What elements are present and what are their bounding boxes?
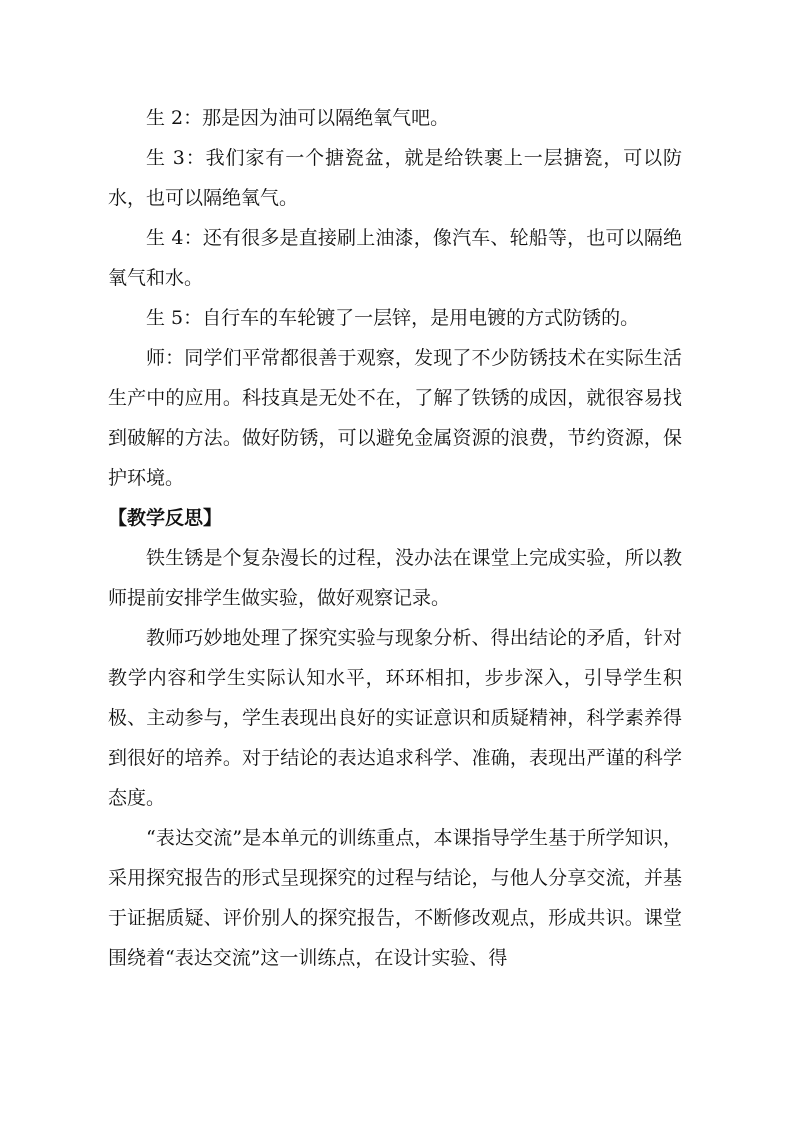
reflection-paragraph-2: 教师巧妙地处理了探究实验与现象分析、得出结论的矛盾，针对教学内容和学生实际认知水平，环环相扣，步步深入，引导学生积极、主动参与，学生表现出良好的实证意识和质疑精神，科学素养得到很好的培养。对于结论的表达追求科学、准确，表现出严谨的科学态度。 [108,627,682,809]
dialogue-student-3: 生 3：我们家有一个搪瓷盆，就是给铁裹上一层搪瓷，可以防水，也可以隔绝氧气。 [108,147,682,209]
dialogue-student-4: 生 4：还有很多是直接刷上油漆，像汽车、轮船等，也可以隔绝氧气和水。 [108,227,682,289]
dialogue-student-2: 生 2：那是因为油可以隔绝氧气吧。 [146,107,450,129]
reflection-paragraph-1: 铁生锈是个复杂漫长的过程，没办法在课堂上完成实验，所以教师提前安排学生做实验，做好观察记录。 [108,547,682,609]
reflection-paragraph-3: “表达交流”是本单元的训练重点，本课指导学生基于所学知识，采用探究报告的形式呈现探究的过程与结论，与他人分享交流，并基于证据质疑、评价别人的探究报告，不断修改观点，形成共识。课堂围绕着“表达交流”这一训练点，在设计实验、得 [108,827,682,969]
section-heading: 【教学反思】 [108,507,223,529]
dialogue-teacher: 师：同学们平常都很善于观察，发现了不少防锈技术在实际生活生产中的应用。科技真是无处不在，了解了铁锈的成因，就很容易找到破解的方法。做好防锈，可以避免金属资源的浪费，节约资源，保护环境。 [108,347,682,489]
dialogue-student-5: 生 5：自行车的车轮镀了一层锌，是用电镀的方式防锈的。 [146,307,640,329]
document-body [108,98,682,978]
